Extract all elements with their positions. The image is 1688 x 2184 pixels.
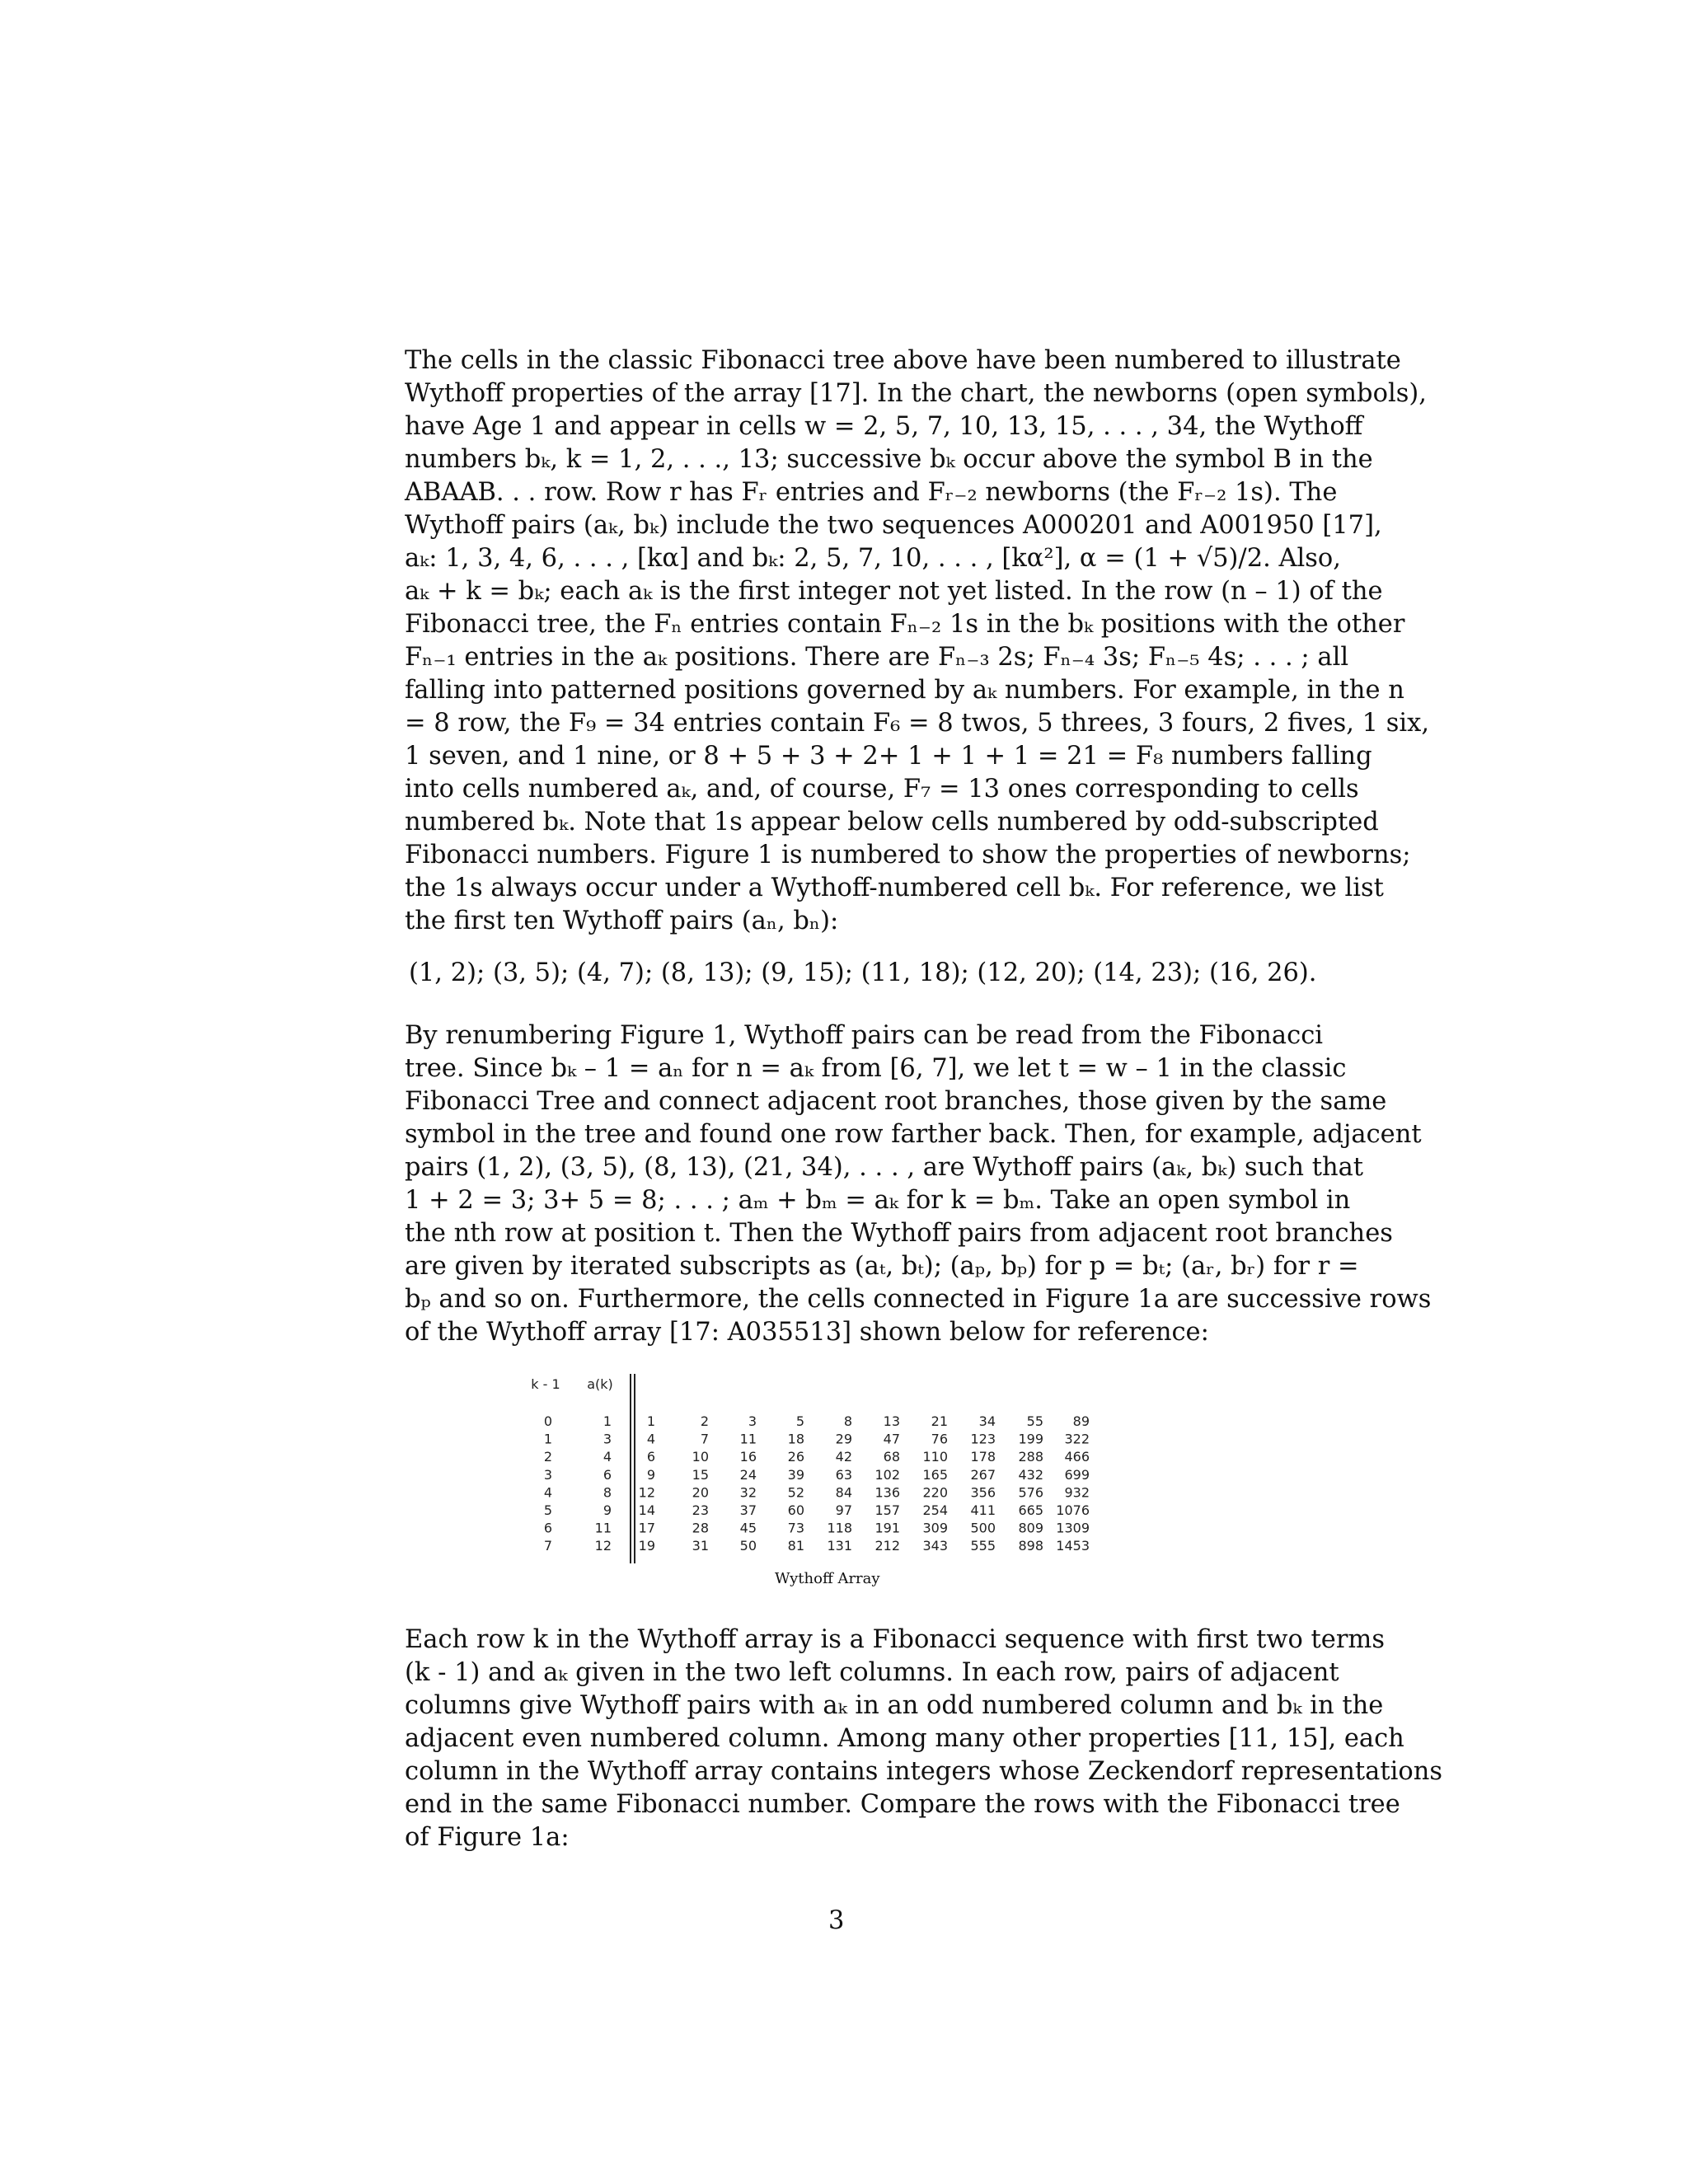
table-cell: 809 bbox=[1018, 1520, 1043, 1536]
cell-k: 6 bbox=[543, 1520, 552, 1536]
table-cell: 34 bbox=[978, 1413, 996, 1429]
table-cell: 309 bbox=[922, 1520, 948, 1536]
table-cell: 356 bbox=[970, 1484, 996, 1501]
table-cell: 55 bbox=[1026, 1413, 1043, 1429]
text-line: adjacent even numbered column. Among many other properties [11, 15], each bbox=[405, 1724, 1404, 1753]
table-cell: 191 bbox=[874, 1520, 900, 1536]
table-cell: 13 bbox=[883, 1413, 900, 1429]
table-cell: 4 bbox=[646, 1431, 655, 1447]
table-cell: 31 bbox=[692, 1538, 709, 1554]
wythoff-array-figure bbox=[528, 1372, 1154, 1578]
table-cell: 157 bbox=[874, 1502, 900, 1518]
text-line: Fibonacci tree, the Fₙ entries contain Fₙ₋₂ 1s in the bₖ positions with the other bbox=[405, 610, 1405, 639]
cell-a: 12 bbox=[594, 1538, 612, 1554]
table-cell: 555 bbox=[970, 1538, 996, 1554]
text-line: 1 seven, and 1 nine, or 8 + 5 + 3 + 2+ 1 + 1 + 1 = 21 = F₈ numbers falling bbox=[405, 742, 1372, 771]
text-line: end in the same Fibonacci number. Compare the rows with the Fibonacci tree bbox=[405, 1790, 1400, 1819]
text-line: The cells in the classic Fibonacci tree above have been numbered to illustrate bbox=[405, 346, 1401, 375]
table-cell: 39 bbox=[787, 1466, 804, 1483]
text-line: ABAAB. . . row. Row r has Fᵣ entries and Fᵣ₋₂ newborns (the Fᵣ₋₂ 1s). The bbox=[405, 478, 1338, 507]
table-cell: 26 bbox=[787, 1449, 804, 1465]
wythoff-array-table bbox=[528, 1372, 1154, 1570]
table-cell: 699 bbox=[1064, 1466, 1090, 1483]
table-cell: 178 bbox=[970, 1449, 996, 1465]
paragraph-lines bbox=[363, 1019, 1432, 1349]
text-line: of Figure 1a: bbox=[405, 1823, 570, 1852]
text-line: Fibonacci numbers. Figure 1 is numbered to show the properties of newborns; bbox=[405, 841, 1411, 869]
table-cell: 110 bbox=[922, 1449, 948, 1465]
text-line: 1 + 2 = 3; 3+ 5 = 8; . . . ; aₘ + bₘ = aₖ for k = bₘ. Take an open symbol in bbox=[405, 1186, 1351, 1215]
table-cell: 63 bbox=[835, 1466, 852, 1483]
text-line: numbered bₖ. Note that 1s appear below cells numbered by odd-subscripted bbox=[405, 808, 1379, 837]
table-cell: 254 bbox=[922, 1502, 948, 1518]
table-cell: 1 bbox=[646, 1413, 655, 1429]
table-cell: 32 bbox=[739, 1484, 757, 1501]
cell-k: 5 bbox=[543, 1502, 552, 1518]
cell-k: 1 bbox=[543, 1431, 552, 1447]
text-line: columns give Wythoff pairs with aₖ in an odd numbered column and bₖ in the bbox=[405, 1691, 1384, 1720]
text-line: numbers bₖ, k = 1, 2, . . ., 13; successive bₖ occur above the symbol B in the bbox=[405, 445, 1373, 474]
table-cell: 411 bbox=[970, 1502, 996, 1518]
table-cell: 11 bbox=[739, 1431, 757, 1447]
table-cell: 932 bbox=[1064, 1484, 1090, 1501]
table-cell: 28 bbox=[692, 1520, 709, 1536]
cell-k: 0 bbox=[543, 1413, 552, 1429]
table-cell: 16 bbox=[739, 1449, 757, 1465]
cell-k: 3 bbox=[543, 1466, 552, 1483]
table-cell: 1076 bbox=[1056, 1502, 1090, 1518]
table-cell: 21 bbox=[931, 1413, 948, 1429]
table-cell: 42 bbox=[835, 1449, 852, 1465]
table-cell: 102 bbox=[874, 1466, 900, 1483]
table-cell: 432 bbox=[1018, 1466, 1043, 1483]
text-line: the 1s always occur under a Wythoff-numbered cell bₖ. For reference, we list bbox=[405, 874, 1384, 902]
text-line: the first ten Wythoff pairs (aₙ, bₙ): bbox=[405, 907, 839, 935]
paragraph-renumbering bbox=[363, 1019, 1432, 1349]
table-cell: 24 bbox=[739, 1466, 757, 1483]
table-cell: 97 bbox=[835, 1502, 852, 1518]
text-line: Wythoff properties of the array [17]. In the chart, the newborns (open symbols), bbox=[405, 379, 1427, 408]
table-cell: 212 bbox=[874, 1538, 900, 1554]
table-cell: 29 bbox=[835, 1431, 852, 1447]
table-cell: 466 bbox=[1064, 1449, 1090, 1465]
table-cell: 322 bbox=[1064, 1431, 1090, 1447]
table-cell: 199 bbox=[1018, 1431, 1043, 1447]
table-cell: 37 bbox=[739, 1502, 757, 1518]
page-number: 3 bbox=[828, 1906, 845, 1935]
table-cell: 14 bbox=[638, 1502, 655, 1518]
table-cell: 267 bbox=[970, 1466, 996, 1483]
cell-a: 3 bbox=[603, 1431, 612, 1447]
cell-a: 4 bbox=[603, 1449, 612, 1465]
table-cell: 68 bbox=[883, 1449, 900, 1465]
table-cell: 165 bbox=[922, 1466, 948, 1483]
table-cell: 6 bbox=[646, 1449, 655, 1465]
table-cell: 45 bbox=[739, 1520, 757, 1536]
table-cell: 76 bbox=[931, 1431, 948, 1447]
table-cell: 18 bbox=[787, 1431, 804, 1447]
table-cell: 898 bbox=[1018, 1538, 1043, 1554]
table-cell: 23 bbox=[692, 1502, 709, 1518]
table-cell: 5 bbox=[795, 1413, 804, 1429]
table-cell: 123 bbox=[970, 1431, 996, 1447]
text-line: pairs (1, 2), (3, 5), (8, 13), (21, 34), . . . , are Wythoff pairs (aₖ, bₖ) such that bbox=[405, 1153, 1364, 1182]
table-cell: 9 bbox=[646, 1466, 655, 1483]
text-line: = 8 row, the F₉ = 34 entries contain F₆ = 8 twos, 5 threes, 3 fours, 2 fives, 1 six, bbox=[405, 709, 1430, 738]
text-line: aₖ: 1, 3, 4, 6, . . . , [kα] and bₖ: 2, 5, 7, 10, . . . , [kα²], α = (1 + √5)/2. Also, bbox=[405, 544, 1341, 573]
wythoff-pairs-list: (1, 2); (3, 5); (4, 7); (8, 13); (9, 15); (11, 18); (12, 20); (14, 23); (16, 26). bbox=[409, 958, 1317, 987]
table-cell: 3 bbox=[748, 1413, 757, 1429]
cell-a: 11 bbox=[594, 1520, 612, 1536]
paragraph-fibonacci-tree bbox=[363, 344, 1430, 938]
text-line: of the Wythoff array [17: A035513] shown below for reference: bbox=[405, 1318, 1209, 1347]
cell-a: 6 bbox=[603, 1466, 612, 1483]
paragraph-wythoff-rows bbox=[363, 1624, 1443, 1854]
table-cell: 1309 bbox=[1056, 1520, 1090, 1536]
table-cell: 12 bbox=[638, 1484, 655, 1501]
header-k-minus-1: k - 1 bbox=[531, 1376, 560, 1392]
table-cell: 84 bbox=[835, 1484, 852, 1501]
table-cell: 10 bbox=[692, 1449, 709, 1465]
figure-caption: Wythoff Array bbox=[775, 1570, 880, 1587]
paragraph-lines bbox=[363, 344, 1430, 938]
cell-k: 4 bbox=[543, 1484, 552, 1501]
text-line: Fibonacci Tree and connect adjacent root branches, those given by the same bbox=[405, 1087, 1387, 1116]
text-line: aₖ + k = bₖ; each aₖ is the first integer not yet listed. In the row (n – 1) of the bbox=[405, 577, 1383, 606]
table-cell: 19 bbox=[638, 1538, 655, 1554]
table-cell: 8 bbox=[843, 1413, 852, 1429]
table-cell: 131 bbox=[827, 1538, 852, 1554]
cell-a: 9 bbox=[603, 1502, 612, 1518]
text-line: are given by iterated subscripts as (aₜ, bₜ); (aₚ, bₚ) for p = bₜ; (aᵣ, bᵣ) for r = bbox=[405, 1252, 1359, 1281]
text-line: have Age 1 and appear in cells w = 2, 5, 7, 10, 13, 15, . . . , 34, the Wythoff bbox=[405, 412, 1363, 441]
table-cell: 50 bbox=[739, 1538, 757, 1554]
table-cell: 1453 bbox=[1056, 1538, 1090, 1554]
text-line: tree. Since bₖ – 1 = aₙ for n = aₖ from [6, 7], we let t = w – 1 in the classic bbox=[405, 1054, 1347, 1083]
table-cell: 17 bbox=[638, 1520, 655, 1536]
text-line: (k - 1) and aₖ given in the two left columns. In each row, pairs of adjacent bbox=[405, 1658, 1339, 1687]
table-cell: 89 bbox=[1072, 1413, 1090, 1429]
table-cell: 7 bbox=[700, 1431, 709, 1447]
table-cell: 60 bbox=[787, 1502, 804, 1518]
table-cell: 73 bbox=[787, 1520, 804, 1536]
table-cell: 81 bbox=[787, 1538, 804, 1554]
text-line: falling into patterned positions governed by aₖ numbers. For example, in the n bbox=[405, 676, 1404, 705]
text-line: into cells numbered aₖ, and, of course, F₇ = 13 ones corresponding to cells bbox=[405, 775, 1359, 804]
cell-k: 2 bbox=[543, 1449, 552, 1465]
text-line: symbol in the tree and found one row farther back. Then, for example, adjacent bbox=[405, 1120, 1422, 1149]
cell-k: 7 bbox=[543, 1538, 552, 1554]
text-line: Fₙ₋₁ entries in the aₖ positions. There are Fₙ₋₃ 2s; Fₙ₋₄ 3s; Fₙ₋₅ 4s; . . . ; all bbox=[405, 643, 1349, 672]
table-cell: 136 bbox=[874, 1484, 900, 1501]
table-cell: 343 bbox=[922, 1538, 948, 1554]
cell-a: 1 bbox=[603, 1413, 612, 1429]
text-line: bₚ and so on. Furthermore, the cells connected in Figure 1a are successive rows bbox=[405, 1285, 1432, 1314]
table-cell: 500 bbox=[970, 1520, 996, 1536]
table-cell: 2 bbox=[700, 1413, 709, 1429]
table-cell: 118 bbox=[827, 1520, 852, 1536]
table-cell: 15 bbox=[692, 1466, 709, 1483]
cell-a: 8 bbox=[603, 1484, 612, 1501]
table-cell: 288 bbox=[1018, 1449, 1043, 1465]
table-cell: 20 bbox=[692, 1484, 709, 1501]
text-line: By renumbering Figure 1, Wythoff pairs can be read from the Fibonacci bbox=[405, 1021, 1324, 1050]
text-line: Each row k in the Wythoff array is a Fibonacci sequence with first two terms bbox=[405, 1625, 1385, 1654]
table-cell: 47 bbox=[883, 1431, 900, 1447]
paragraph-lines bbox=[363, 1624, 1443, 1854]
table-cell: 576 bbox=[1018, 1484, 1043, 1501]
table-cell: 52 bbox=[787, 1484, 804, 1501]
text-line: column in the Wythoff array contains integers whose Zeckendorf representations bbox=[405, 1757, 1443, 1786]
table-cell: 665 bbox=[1018, 1502, 1043, 1518]
header-a-k: a(k) bbox=[587, 1376, 613, 1392]
text-line: the nth row at position t. Then the Wythoff pairs from adjacent root branches bbox=[405, 1219, 1393, 1248]
table-cell: 220 bbox=[922, 1484, 948, 1501]
text-line: Wythoff pairs (aₖ, bₖ) include the two sequences A000201 and A001950 [17], bbox=[405, 511, 1382, 540]
